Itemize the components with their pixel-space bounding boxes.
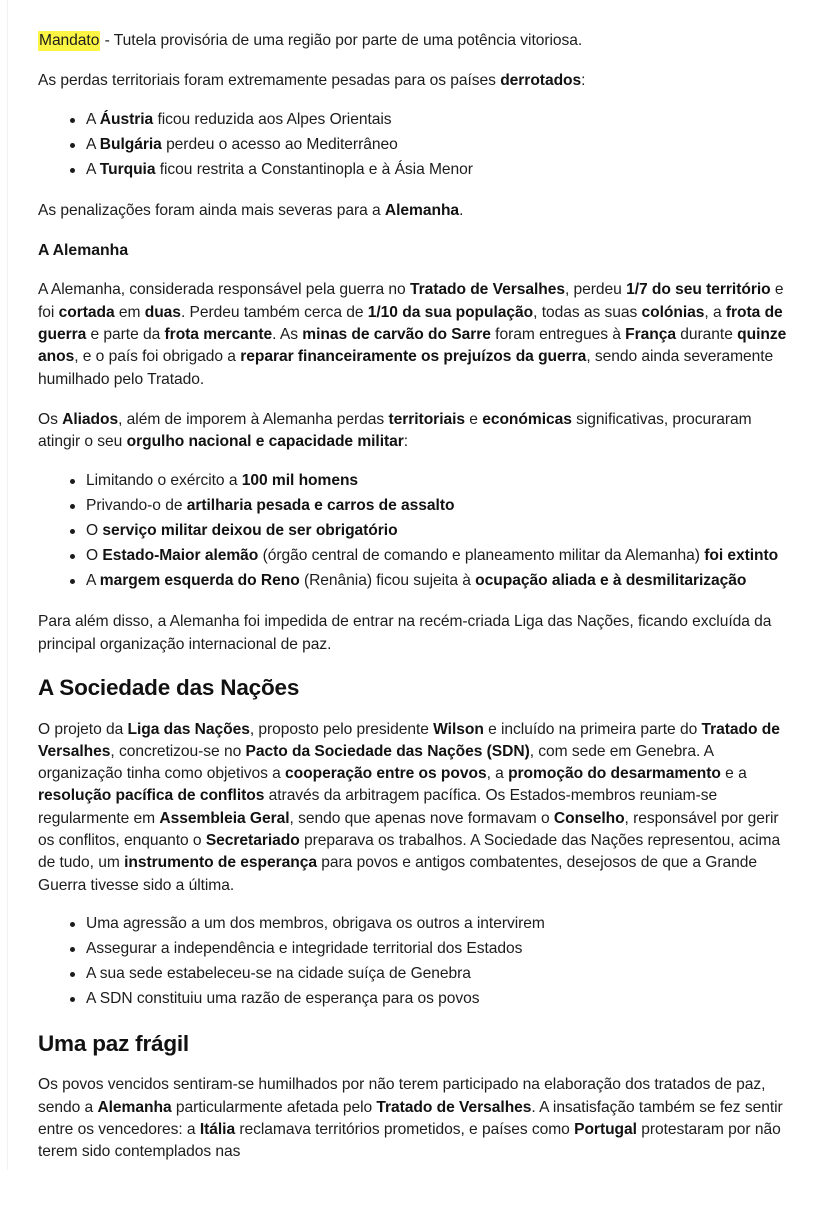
bold-segment: colónias — [641, 303, 705, 321]
perdas-intro-bold: derrotados — [500, 72, 582, 90]
bold-segment: promoção do desarmamento — [508, 765, 721, 783]
bold-segment: Tratado de Versalhes — [38, 720, 780, 760]
text-segment: . Perdeu também cerca de — [180, 303, 368, 321]
bold-segment: Tratado de Versalhes — [376, 1098, 532, 1116]
bold-segment: Conselho — [553, 809, 625, 827]
restricoes-militares-list — [38, 470, 798, 593]
text-segment: , proposto pelo presidente — [249, 720, 434, 738]
list-item-pre: A — [86, 160, 100, 178]
text-segment: , responsável por gerir os conflitos, enquanto o — [38, 809, 779, 850]
list-item — [70, 470, 798, 492]
list-item-bold-2: ocupação aliada e à desmilitarização — [475, 572, 747, 590]
heading-uma-paz-fragil: Uma paz frágil — [38, 1030, 189, 1056]
paises-derrotados-list — [38, 109, 798, 181]
list-item-pre: O — [86, 546, 103, 564]
list-item-post: ficou reduzida aos Alpes Orientais — [153, 110, 392, 128]
text-segment: protestaram por não terem sido contemplados nas — [38, 1120, 781, 1161]
bold-segment: cortada — [58, 303, 115, 321]
list-item-pre: A — [86, 135, 100, 153]
list-item-pre: O — [86, 521, 103, 539]
bold-segment: Tratado de Versalhes — [409, 281, 565, 299]
list-item — [70, 134, 798, 156]
text-segment: , com sede em Genebra. A organização tinha como objetivos a — [38, 742, 714, 783]
text-segment: , concretizou-se no — [110, 742, 246, 760]
bold-segment: frota de guerra — [38, 303, 783, 344]
list-item-pre: Privando-o de — [86, 496, 187, 514]
text-segment: Os povos vencidos sentiram-se humilhados por não terem participado na elaboração dos tratados de paz, sendo a — [38, 1076, 766, 1116]
bold-segment: territoriais — [388, 410, 466, 428]
list-item-bold: Estado-Maior alemão — [102, 546, 259, 564]
list-item-post: (Renânia) ficou sujeita à — [299, 572, 476, 590]
list-item-bold: serviço militar deixou de ser obrigatório — [102, 521, 398, 539]
bold-segment: Portugal — [574, 1120, 637, 1138]
penalizacoes-pre: As penalizações foram ainda mais severas para a — [38, 202, 385, 220]
list-item-post: (órgão central de comando e planeamento militar da Alemanha) — [258, 546, 705, 564]
list-item: A sua sede estabeleceu-se na cidade suíça de Genebra — [70, 963, 798, 985]
bold-segment: reparar financeiramente os prejuízos da guerra — [240, 348, 587, 366]
list-item-bold: artilharia pesada e carros de assalto — [186, 496, 455, 514]
text-segment: através da arbitragem pacífica. Os Estados-membros reuniam-se regularmente em — [38, 787, 718, 827]
list-item-bold: 100 mil homens — [241, 471, 359, 489]
text-segment: e foi — [38, 281, 784, 321]
list-item-pre: A — [86, 110, 100, 128]
penalizacoes-bold: Alemanha — [384, 202, 460, 220]
list-item-pre: A — [86, 572, 100, 590]
bold-segment: Liga das Nações — [127, 720, 250, 738]
text-segment: . As — [272, 326, 303, 344]
penalizacoes-paragraph — [38, 200, 798, 222]
bold-segment: económicas — [482, 410, 572, 428]
text-segment: Os — [38, 410, 63, 428]
sociedade-paragraph — [38, 719, 798, 897]
text-segment: e parte da — [86, 326, 165, 344]
list-item-bold: Turquia — [99, 160, 156, 178]
bold-segment: orgulho nacional e capacidade militar — [126, 433, 404, 451]
text-segment: e — [465, 410, 483, 428]
bold-segment: Aliados — [62, 410, 119, 428]
aliados-paragraph — [38, 409, 798, 454]
list-item — [70, 570, 798, 592]
text-segment: . A insatisfação também se fez sentir entre os vencedores: a — [38, 1098, 783, 1138]
list-item-pre: Limitando o exército a — [86, 471, 242, 489]
bold-segment: instrumento de esperança — [124, 854, 318, 872]
list-item: Assegurar a independência e integridade territorial dos Estados — [70, 938, 798, 960]
text-segment: e a — [720, 765, 747, 783]
bold-segment: quinze anos — [38, 326, 787, 366]
document-body — [38, 30, 798, 1232]
text-segment: para povos e antigos combatentes, desejosos de que a Grande Guerra tivesse sido a última. — [38, 854, 757, 894]
bold-segment: 1/7 do seu território — [626, 281, 771, 299]
highlighted-term-mandato: Mandato — [39, 32, 100, 49]
alemanha-paragraph — [38, 279, 798, 390]
list-item — [70, 159, 798, 181]
list-item-bold-2: foi extinto — [704, 546, 779, 564]
text-segment: particularmente afetada pelo — [171, 1098, 377, 1116]
list-item-bold: margem esquerda do Reno — [99, 572, 300, 590]
page-bottom-spacer — [38, 1182, 798, 1232]
list-item — [70, 109, 798, 131]
bold-segment: minas de carvão do Sarre — [302, 326, 491, 344]
text-segment: , a — [704, 303, 726, 321]
bold-segment: Alemanha — [97, 1098, 172, 1116]
text-segment: preparava os trabalhos. A Sociedade das Nações representou, acima de tudo, um — [38, 832, 781, 872]
bold-segment: Pacto da Sociedade das Nações (SDN) — [245, 742, 530, 760]
bold-segment: Secretariado — [205, 832, 300, 850]
bold-segment: resolução pacífica de conflitos — [38, 787, 265, 805]
text-segment: , sendo ainda severamente humilhado pelo Tratado. — [38, 348, 774, 388]
bold-segment: frota mercante — [164, 326, 273, 344]
list-item-bold: Bulgária — [99, 135, 162, 153]
list-item — [70, 545, 798, 567]
list-item-bold: Áustria — [99, 110, 154, 128]
list-item — [70, 495, 798, 517]
liga-excluida-paragraph: Para além disso, a Alemanha foi impedida de entrar na recém-criada Liga das Nações, ficando excluída da principal organização internacional de paz. — [38, 613, 772, 653]
list-item — [70, 520, 798, 542]
list-item-post: ficou restrita a Constantinopla e à Ásia Menor — [155, 160, 473, 178]
page-edge-rule — [7, 0, 8, 1170]
text-segment: , e o país foi obrigado a — [74, 348, 241, 366]
text-segment: significativas, procuraram atingir o seu — [38, 410, 752, 451]
list-item: Uma agressão a um dos membros, obrigava os outros a intervirem — [70, 913, 798, 935]
text-segment: A Alemanha, considerada responsável pela guerra no — [38, 281, 410, 299]
text-segment: O projeto da — [38, 720, 128, 738]
perdas-intro-pre: As perdas territoriais foram extremamente pesadas para os países — [38, 72, 501, 90]
list-item: A SDN constituiu uma razão de esperança para os povos — [70, 988, 798, 1010]
text-segment: foram entregues à — [490, 326, 626, 344]
bold-segment: Wilson — [433, 720, 484, 738]
sdn-pontos-list — [38, 913, 798, 1011]
text-segment: durante — [676, 326, 738, 344]
bold-segment: 1/10 da sua população — [367, 303, 534, 321]
text-segment: , a — [486, 765, 509, 783]
text-segment: reclamava territórios prometidos, e países como — [235, 1120, 575, 1138]
text-segment: , todas as suas — [533, 303, 642, 321]
penalizacoes-post: . — [459, 202, 464, 220]
text-segment: , além de imporem à Alemanha perdas — [118, 410, 389, 428]
text-segment: e incluído na primeira parte do — [483, 720, 702, 738]
heading-a-alemanha: A Alemanha — [38, 242, 129, 260]
bold-segment: duas — [144, 303, 181, 321]
mandato-definition-paragraph — [38, 30, 798, 52]
list-item-post: perdeu o acesso ao Mediterrâneo — [161, 135, 398, 153]
text-segment: , sendo que apenas nove formavam o — [289, 809, 554, 827]
bold-segment: cooperação entre os povos — [285, 765, 487, 783]
text-segment: , perdeu — [564, 281, 627, 299]
bold-segment: Assembleia Geral — [159, 809, 290, 827]
mandato-definition-text: - Tutela provisória de uma região por parte de uma potência vitoriosa. — [100, 32, 583, 49]
perdas-territoriais-intro — [38, 70, 798, 92]
paz-fragil-paragraph — [38, 1074, 798, 1163]
bold-segment: Itália — [199, 1120, 236, 1138]
bold-segment: França — [625, 326, 677, 344]
text-segment: em — [114, 303, 145, 321]
heading-sociedade-das-nacoes: A Sociedade das Nações — [38, 674, 300, 700]
text-segment: : — [403, 433, 409, 451]
perdas-intro-post: : — [581, 72, 586, 90]
